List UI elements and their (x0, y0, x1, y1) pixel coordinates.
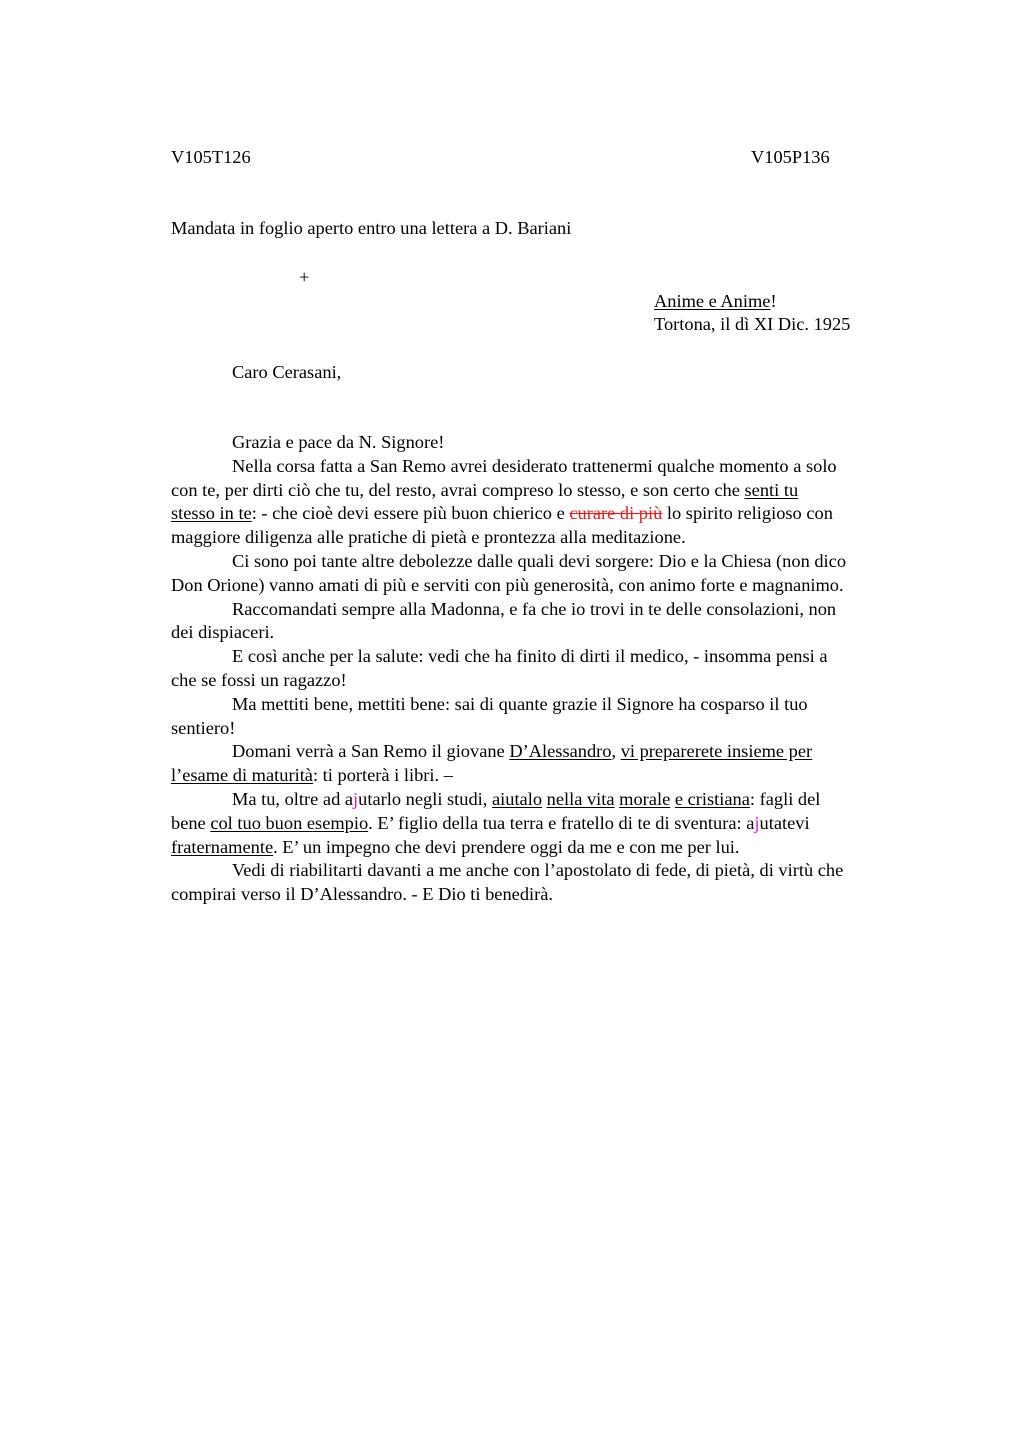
p7-line-1 (171, 788, 941, 812)
p7-highlight-j: j (353, 788, 359, 809)
p6-text-b: : ti porterà i libri. – (312, 765, 453, 786)
p1-line-2 (171, 479, 941, 503)
p7-text-a1: Ma tu, oltre ad a (232, 788, 354, 809)
p6-line-1 (171, 740, 941, 764)
p7-underline-fraternamente: fraternamente (171, 836, 274, 857)
p8-line-1: Vedi di riabilitarti davanti a me anche con l’apostolato di fede, di pietà, di virtù che (232, 860, 844, 881)
p7-underline-cristiana: e cristiana (674, 788, 750, 809)
archive-code-right: V105P136 (751, 147, 830, 167)
p4-line-2: che se fossi un ragazzo! (171, 669, 347, 690)
p7-underline-aiutalo: aiutalo (491, 788, 543, 809)
p7-text-a2: utarlo negli studi, (358, 788, 492, 809)
p7-text-b2: . E’ figlio della tua terra e fratello di te di sventura: a (368, 812, 755, 833)
p7-underline-example: col tuo buon esempio (210, 812, 369, 833)
p1-line-4: maggiore diligenza alle pratiche di pietà e prontezza alla meditazione. (171, 527, 686, 548)
archive-code-left: V105T126 (171, 147, 251, 167)
p1-line-3 (171, 502, 941, 526)
p1-text-c: : - che cioè devi essere più buon chierico e (251, 503, 570, 524)
p6-text-a: Domani verrà a San Remo il giovane (232, 741, 510, 762)
p5-line-2: sentiero! (171, 717, 236, 738)
p7-text-a3: : fagli del (749, 788, 821, 809)
p7-underline-morale: morale (619, 788, 671, 809)
p1-text-b: con te, per dirti ciò che tu, del resto, avrai compreso lo stesso, e son certo che (171, 479, 745, 500)
p7-text-c: . E’ un impegno che devi prendere oggi da me e con me per lui. (273, 836, 740, 857)
p7-text-b1: bene (171, 812, 211, 833)
p1-line-1: Nella corsa fatta a San Remo avrei desiderato trattenermi qualche momento a solo (232, 455, 837, 476)
p2-line-2: Don Orione) vanno amati di più e serviti con più generosità, con animo forte e magnanimo. (171, 574, 844, 595)
p7-underline-vita: nella vita (546, 788, 615, 809)
p6-underline-name: D’Alessandro (509, 741, 612, 762)
p6-line-2 (171, 764, 941, 788)
p7-highlight-j2: j (754, 812, 760, 833)
place-date: Tortona, il dì XI Dic. 1925 (654, 314, 851, 334)
p4-line-1: E così anche per la salute: vedi che ha finito di dirti il medico, - insomma pensi a (232, 646, 828, 667)
p1-text-c2: lo spirito religioso con (662, 503, 833, 524)
p1-underline-c: stesso in te (171, 503, 252, 524)
salutation: Caro Cerasani, (232, 362, 342, 382)
p1-underline-b: senti tu (744, 479, 799, 500)
p3-line-1: Raccomandati sempre alla Madonna, e fa che io trovi in te delle consolazioni, non (232, 598, 837, 619)
p6-text-mid: , (611, 741, 621, 762)
transmission-note: Mandata in foglio aperto entro una lettera a D. Bariani (171, 218, 572, 238)
motto-line (654, 290, 777, 314)
p3-line-2: dei dispiaceri. (171, 622, 275, 643)
cross-mark: + (299, 267, 310, 287)
motto: Anime e Anime (654, 291, 771, 311)
p6-underline-prepare: vi preparerete insieme per (620, 741, 813, 762)
p7-line-2 (171, 812, 941, 836)
p7-text-b3: utatevi (759, 812, 810, 833)
letter-body (171, 431, 941, 907)
motto-punct: ! (770, 291, 777, 311)
greeting: Grazia e pace da N. Signore! (232, 432, 445, 452)
p7-line-3 (171, 836, 941, 860)
p5-line-1: Ma mettiti bene, mettiti bene: sai di quante grazie il Signore ha cosparso il tuo (232, 693, 808, 714)
p2-line-1: Ci sono poi tante altre debolezze dalle quali devi sorgere: Dio e la Chiesa (non dico (232, 550, 847, 571)
p1-deleted-text: curare di più (569, 503, 663, 524)
p8-line-2: compirai verso il D’Alessandro. - E Dio ti benedirà. (171, 884, 554, 905)
p6-underline-exam: l’esame di maturità (171, 765, 313, 786)
